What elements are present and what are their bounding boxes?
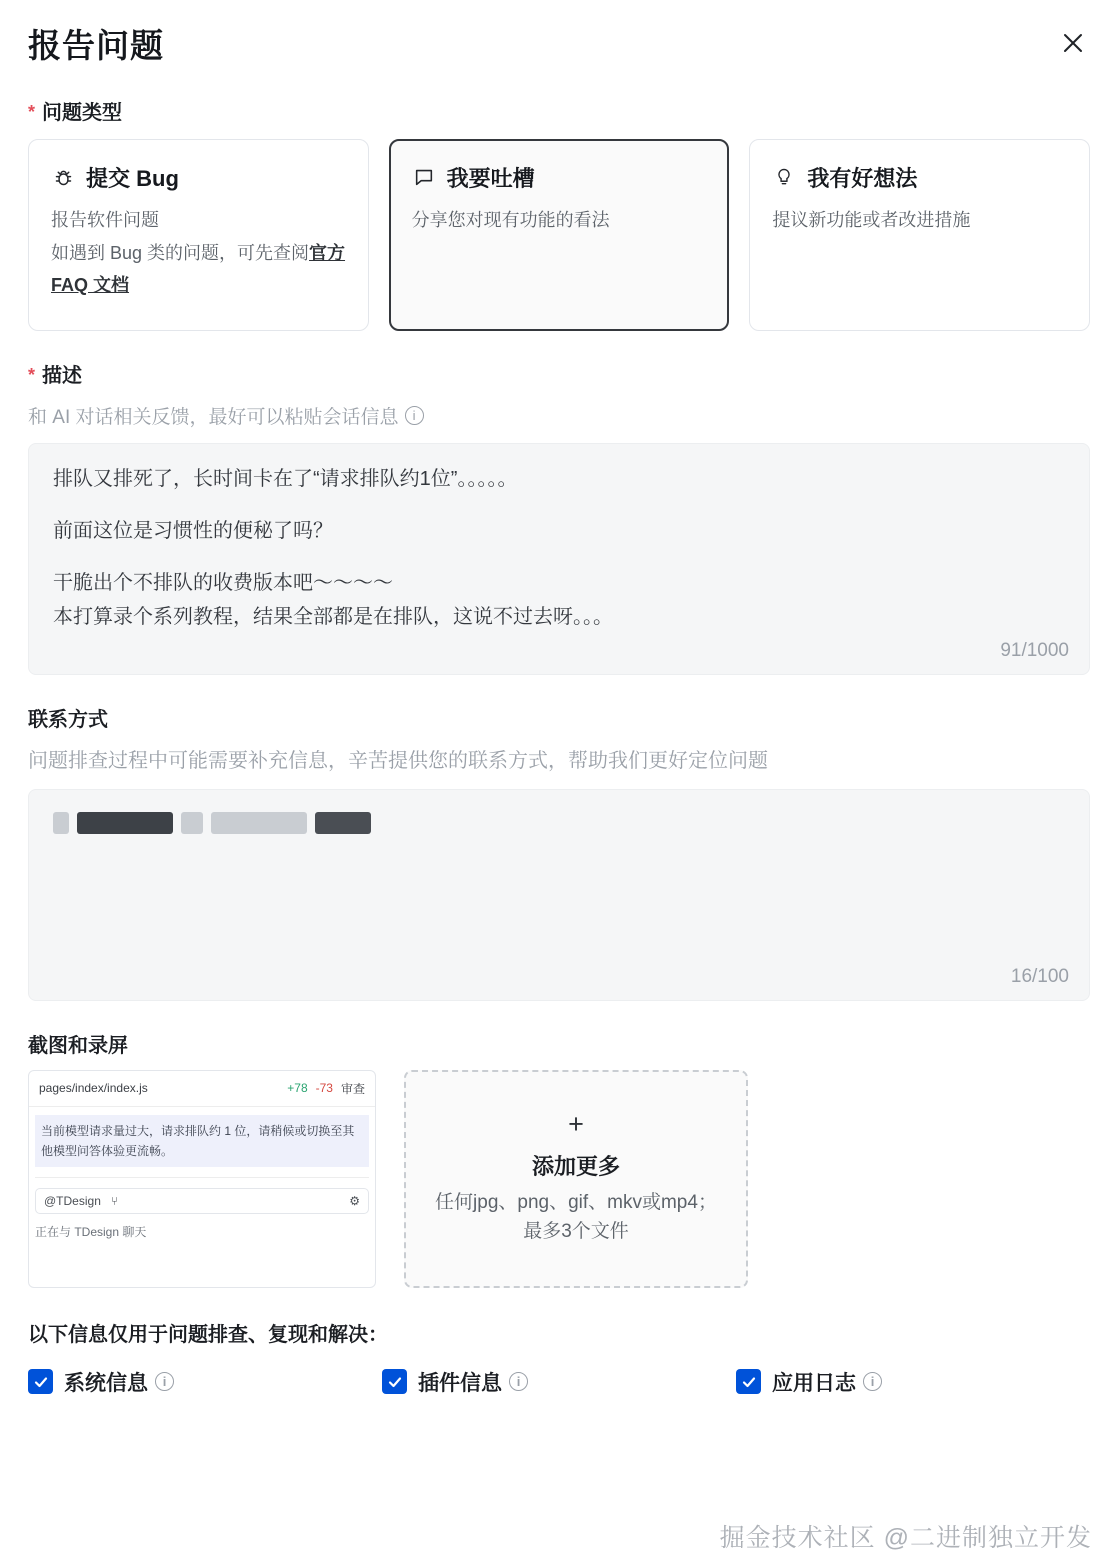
info-icon[interactable]: i: [863, 1372, 882, 1391]
checkbox-label-text: 插件信息: [418, 1371, 502, 1395]
add-more-uploader[interactable]: [404, 1070, 748, 1288]
uploader-title: 添加更多: [531, 1154, 620, 1180]
review-label: 审查: [340, 1081, 365, 1096]
issue-type-label-text: 问题类型: [42, 101, 123, 124]
thumb-chat-input: [35, 1188, 369, 1214]
thumb-footer: 正在与 TDesign 聊天: [35, 1225, 147, 1240]
card-title: 我有好想法: [807, 165, 918, 191]
contact-input[interactable]: [28, 789, 1090, 1001]
contact-value-masked: [53, 812, 1065, 834]
required-mark: *: [28, 365, 36, 386]
faq-link[interactable]: 官方 FAQ 文档: [51, 243, 346, 295]
issue-type-card-idea[interactable]: [749, 139, 1090, 331]
card-extra-text: 如遇到 Bug 类的问题，可先查阅: [51, 243, 310, 264]
lightbulb-icon: [772, 166, 796, 188]
attachment-thumbnail[interactable]: [28, 1070, 376, 1288]
thumb-header: [29, 1071, 375, 1107]
checkbox-label: [418, 1367, 528, 1397]
branch-icon: ⑂: [110, 1194, 119, 1209]
diff-removed: -73: [315, 1081, 333, 1096]
description-line: 干脆出个不排队的收费版本吧～～～～: [53, 571, 393, 594]
card-desc: 报告软件问题: [51, 209, 159, 230]
card-head: [412, 162, 707, 193]
diff-added: +78: [287, 1081, 308, 1096]
issue-type-options: [28, 139, 1090, 331]
card-head: [772, 162, 1067, 193]
description-line: 排队又排死了，长时间卡在了“请求排队约1位”。。。。。: [53, 467, 518, 490]
checkbox-checked-icon: [382, 1369, 407, 1394]
issue-type-card-feedback[interactable]: [389, 139, 730, 331]
bug-icon: [51, 167, 75, 188]
description-label: [28, 359, 1090, 388]
checkbox-app-logs[interactable]: [736, 1367, 1090, 1397]
attachments-label: 截图和录屏: [28, 1034, 128, 1057]
description-hint: [28, 402, 1090, 429]
checkbox-label-text: 应用日志: [772, 1371, 856, 1395]
checkbox-checked-icon: [736, 1369, 761, 1394]
checkbox-label: [64, 1367, 174, 1397]
info-icon[interactable]: i: [509, 1372, 528, 1391]
card-head: [51, 162, 346, 193]
description-counter: 91/1000: [1000, 639, 1069, 661]
description-line: 本打算录个系列教程，结果全部都是在排队，这说不过去呀。。。: [53, 605, 613, 628]
issue-type-label: [28, 96, 1090, 125]
thumb-file-path: pages/index/index.js: [39, 1081, 148, 1096]
card-title: 我要吐槽: [446, 165, 535, 191]
contact-desc: 问题排查过程中可能需要补充信息，辛苦提供您的联系方式，帮助我们更好定位问题: [28, 749, 768, 772]
description-label-text: 描述: [42, 364, 83, 387]
page-title: 报告问题: [28, 27, 164, 64]
card-title: 提交 Bug: [86, 165, 179, 191]
checkbox-plugin-info[interactable]: [382, 1367, 736, 1397]
contact-label: 联系方式: [28, 708, 108, 731]
description-input[interactable]: [28, 443, 1090, 675]
thumb-mention-tag: @TDesign: [44, 1194, 101, 1209]
issue-type-card-bug[interactable]: [28, 139, 369, 331]
info-icon[interactable]: i: [405, 406, 424, 425]
comment-icon: [412, 166, 436, 188]
checkbox-label: [772, 1367, 882, 1397]
privacy-checkboxes: [28, 1367, 1090, 1397]
plus-icon: +: [568, 1109, 584, 1140]
checkbox-checked-icon: [28, 1369, 53, 1394]
checkbox-system-info[interactable]: [28, 1367, 382, 1397]
card-desc: 分享您对现有功能的看法: [411, 209, 610, 230]
required-mark: *: [28, 102, 36, 123]
thumb-chat-left: [44, 1194, 118, 1208]
thumb-divider: [35, 1177, 369, 1178]
info-icon[interactable]: i: [155, 1372, 174, 1391]
contact-counter: 16/100: [1010, 965, 1069, 987]
description-line: 前面这位是习惯性的便秘了吗？: [53, 519, 333, 542]
watermark: 掘金技术社区 @二进制独立开发: [719, 1524, 1092, 1552]
description-hint-text: 和 AI 对话相关反馈，最好可以粘贴会话信息: [28, 406, 399, 428]
checkbox-label-text: 系统信息: [64, 1371, 148, 1395]
attachments-row: [28, 1070, 1090, 1288]
card-desc: 提议新功能或者改进措施: [772, 209, 971, 230]
thumb-note: 当前模型请求量过大，请求排队约 1 位，请稍候或切换至其他模型问答体验更流畅。: [35, 1115, 369, 1168]
uploader-desc: 任何jpg、png、gif、mkv或mp4；最多3个文件: [435, 1192, 717, 1242]
card-extra: [51, 238, 346, 301]
close-icon[interactable]: [1056, 26, 1090, 60]
privacy-note: 以下信息仅用于问题排查、复现和解决：: [28, 1323, 388, 1346]
dialog-header: [28, 26, 1090, 66]
thumb-diff: [287, 1080, 365, 1097]
gear-icon: ⚙: [349, 1194, 360, 1209]
